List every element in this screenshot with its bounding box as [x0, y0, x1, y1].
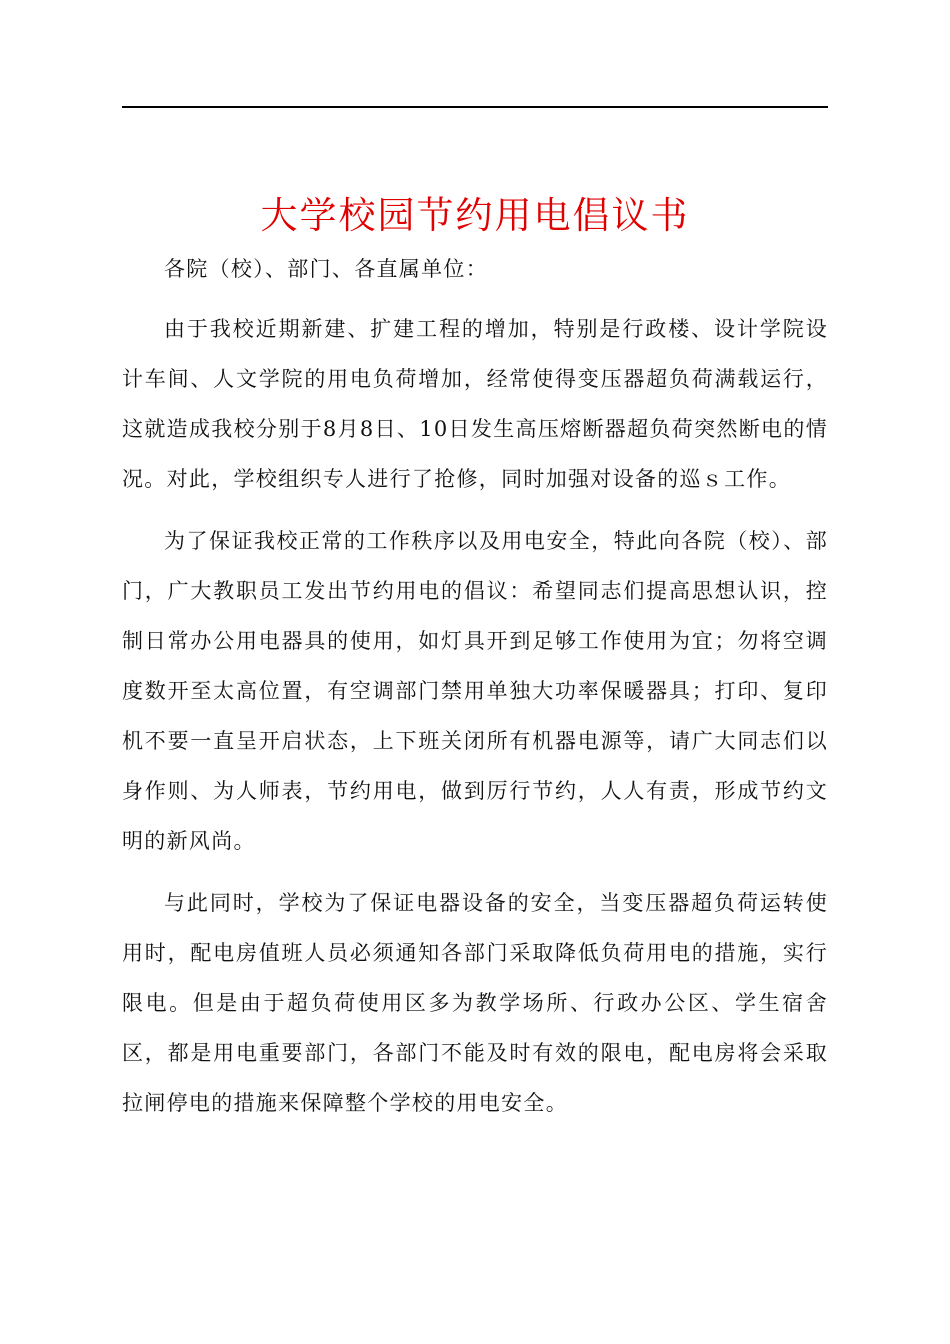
salutation: 各院（校）、部门、各直属单位：	[164, 257, 488, 281]
body-paragraph-1: 由于我校近期新建、扩建工程的增加，特别是行政楼、设计学院设计车间、人文学院的用电负荷增加，经常使得变压器超负荷满载运行，这就造成我校分别于8月8日、10日发生高压熔断器超负荷突然断电的情况。对此，学校组织专人进行了抢修，同时加强对设备的巡ｓ工作。	[122, 317, 828, 491]
document-body	[122, 244, 828, 1140]
header-rule	[122, 106, 828, 108]
document-title: 大学校园节约用电倡议书	[260, 194, 690, 237]
body-paragraph-3: 与此同时，学校为了保证电器设备的安全，当变压器超负荷运转使用时，配电房值班人员必须通知各部门采取降低负荷用电的措施，实行限电。但是由于超负荷使用区多为教学场所、行政办公区、学生宿舍区，都是用电重要部门，各部门不能及时有效的限电，配电房将会采取拉闸停电的措施来保障整个学校的用电安全。	[122, 891, 828, 1115]
body-paragraph-2: 为了保证我校正常的工作秩序以及用电安全，特此向各院（校）、部门，广大教职员工发出节约用电的倡议：希望同志们提高思想认识，控制日常办公用电器具的使用，如灯具开到足够工作使用为宜；勿将空调度数开至太高位置，有空调部门禁用单独大功率保暖器具；打印、复印机不要一直呈开启状态，上下班关闭所有机器电源等，请广大同志们以身作则、为人师表，节约用电，做到厉行节约，人人有责，形成节约文明的新风尚。	[122, 529, 828, 853]
